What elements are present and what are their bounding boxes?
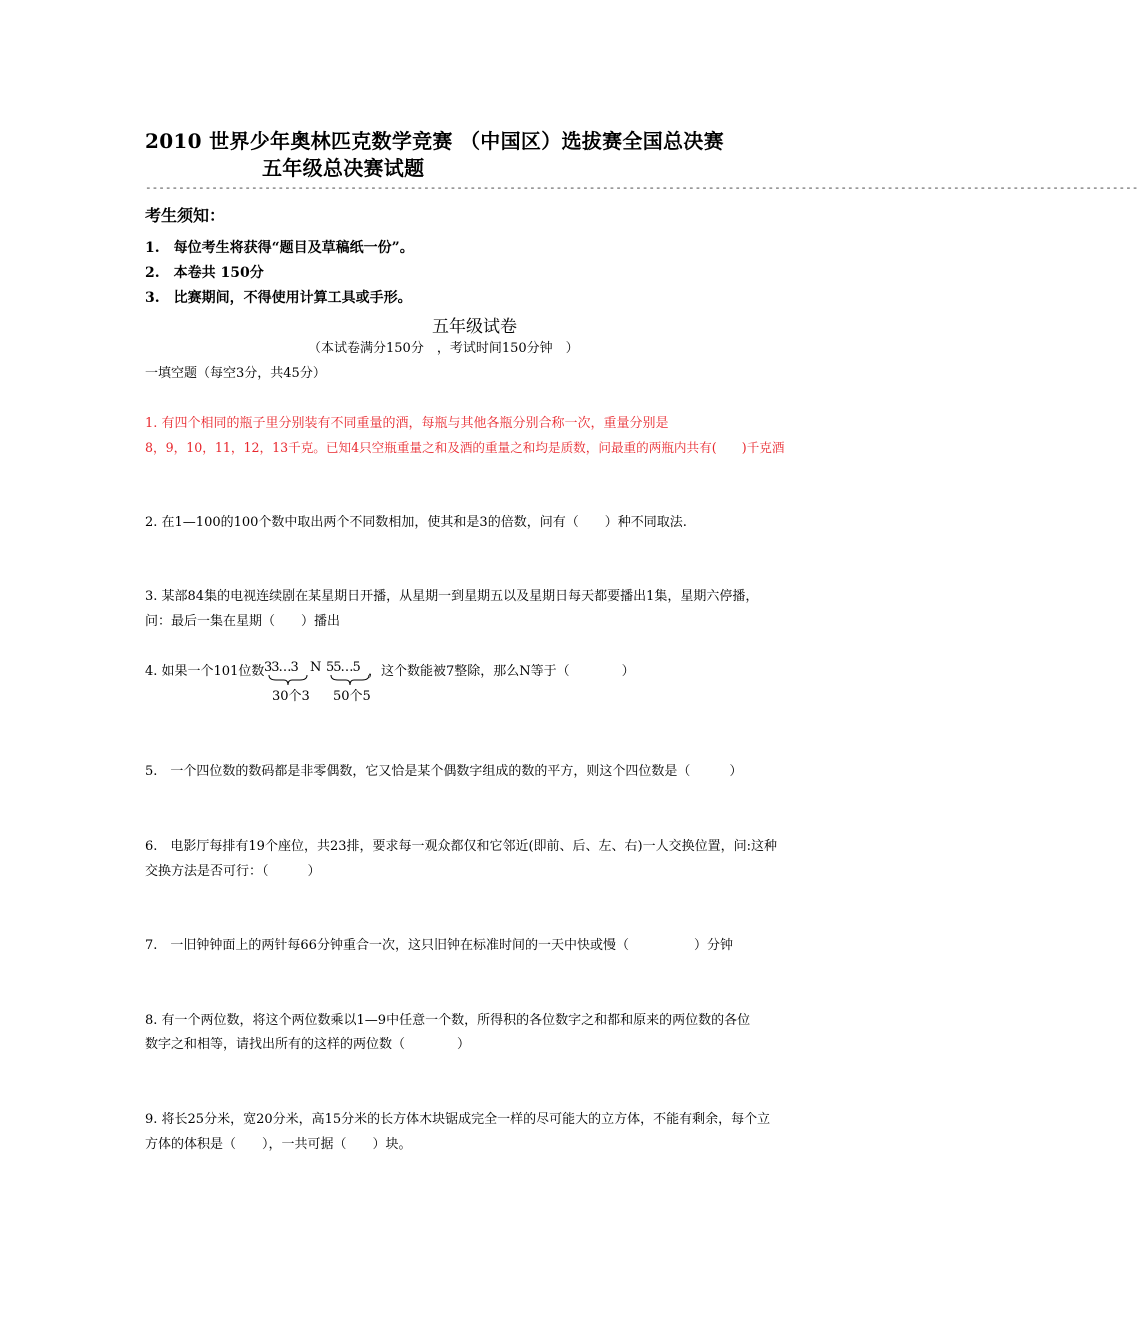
question-7: 7. 一旧钟钟面上的两针每66分钟重合一次，这只旧钟在标准时间的一天中快或慢（ ）分钟 — [145, 938, 733, 953]
question-1-line-2: 8，9，10，11，12，13千克。已知4只空瓶重量之和及酒的重量之和均是质数，问最重的两瓶内共有( )千克酒 — [145, 440, 785, 455]
question-1-line-1: 1. 有四个相同的瓶子里分别装有不同重量的酒，每瓶与其他各瓶分别合称一次，重量分别是 — [145, 416, 669, 431]
question-6-line-2: 交换方法是否可行：（ ） — [145, 864, 321, 879]
question-8-line-1: 8. 有一个两位数，将这个两位数乘以1—9中任意一个数，所得积的各位数字之和都和原来的两位数的各位 — [145, 1013, 751, 1028]
notice-item-2: 2. 本卷共 150分 — [145, 265, 264, 281]
question-4-digits-b: 55…5 — [326, 660, 360, 675]
question-4-prefix: 4. 如果一个101位数 — [145, 664, 265, 679]
question-5: 5. 一个四位数的数码都是非零偶数，它又恰是某个偶数字组成的数的平方，则这个四位数是（ ） — [145, 764, 743, 779]
paper-subtitle: （本试卷满分150分 ，考试时间150分钟 ） — [308, 341, 579, 356]
question-6-line-1: 6. 电影厅每排有19个座位，共23排，要求每一观众都仅和它邻近(即前、后、左、右)一人交换位置，问:这种 — [145, 839, 778, 854]
question-4-n: N — [310, 660, 322, 675]
notice-item-1: 1. 每位考生将获得“题目及草稿纸一份”。 — [145, 240, 414, 256]
section-heading: 一填空题（每空3分，共45分） — [145, 366, 326, 381]
title-line-2: 五年级总决赛试题 — [262, 156, 425, 180]
question-9-line-1: 9. 将长25分米，宽20分米，高15分米的长方体木块锯成完全一样的尽可能大的立方体，不能有剩余，每个立 — [145, 1112, 771, 1127]
question-4-label-a: 30个3 — [272, 689, 310, 704]
question-4-label-b: 50个5 — [333, 689, 371, 704]
paper-title: 五年级试卷 — [432, 317, 517, 337]
notice-item-3: 3. 比赛期间，不得使用计算工具或手形。 — [145, 290, 412, 306]
notice-heading: 考生须知： — [145, 206, 226, 225]
question-9-line-2: 方体的体积是（ ），一共可据（ ）块。 — [145, 1137, 412, 1152]
question-2: 2. 在1—100的100个数中取出两个不同数相加，使其和是3的倍数，问有（ ）种不同取法. — [145, 515, 687, 530]
question-4-suffix: ，这个数能被7整除，那么N等于（ ） — [368, 664, 635, 679]
title-line-1: 2010 世界少年奥林匹克数学竞赛 （中国区）选拔赛全国总决赛 — [145, 129, 724, 153]
question-3-line-1: 3. 某部84集的电视连续剧在某星期日开播，从星期一到星期五以及星期日每天都要播出1集，星期六停播， — [145, 589, 759, 604]
question-4-digits-a: 33…3 — [264, 660, 298, 675]
question-3-line-2: 问：最后一集在星期（ ）播出 — [145, 614, 341, 629]
divider: ------------------------------------------------------------------------------------------------------------------------------------------------------ — [145, 181, 1138, 194]
question-8-line-2: 数字之和相等，请找出所有的这样的两位数（ ） — [145, 1037, 471, 1052]
